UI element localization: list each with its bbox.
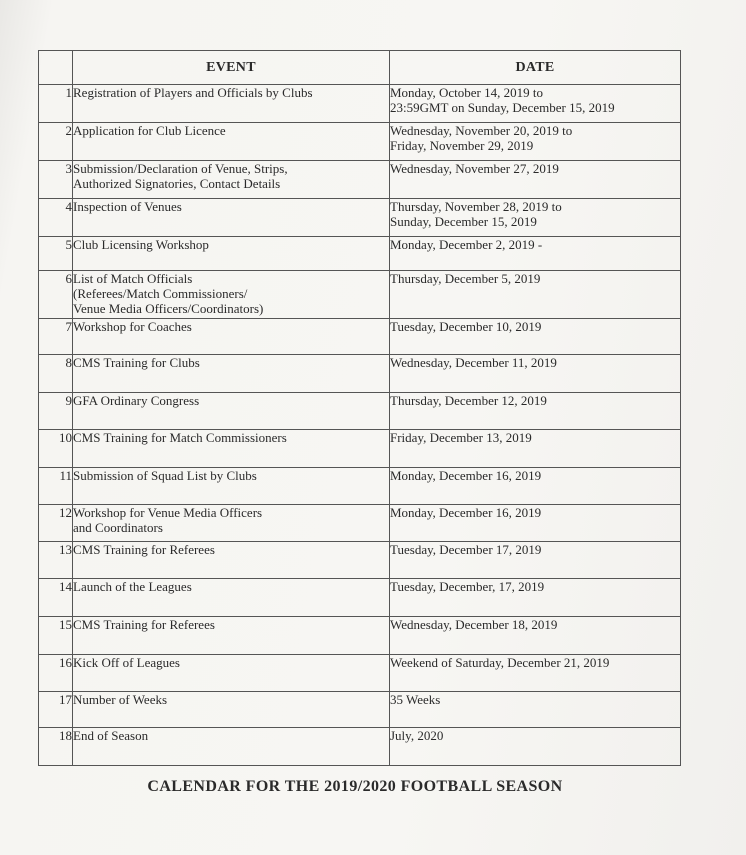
event-cell [73, 468, 390, 505]
table-row [39, 579, 681, 617]
table-row [39, 468, 681, 505]
date-text: Wednesday, December 18, 2019 [390, 617, 558, 632]
event-cell [73, 617, 390, 655]
row-number: 1 [39, 85, 73, 123]
table-row [39, 655, 681, 692]
date-cell [390, 468, 681, 505]
date-cell [390, 617, 681, 655]
table-row [39, 319, 681, 355]
row-number: 8 [39, 355, 73, 393]
event-text: CMS Training for Referees [73, 542, 215, 557]
date-text: Wednesday, November 20, 2019 to [390, 123, 573, 138]
date-column-header: DATE [390, 51, 681, 85]
date-cell [390, 161, 681, 199]
event-text: (Referees/Match Commissioners/ [73, 286, 248, 301]
date-cell [390, 505, 681, 542]
event-text: Submission of Squad List by Clubs [73, 468, 257, 483]
date-cell [390, 199, 681, 237]
date-text: July, 2020 [390, 728, 444, 743]
date-text: Monday, December 16, 2019 [390, 468, 542, 483]
event-text: Kick Off of Leagues [73, 655, 180, 670]
table-row [39, 728, 681, 766]
date-cell [390, 271, 681, 319]
row-number: 15 [39, 617, 73, 655]
row-number: 2 [39, 123, 73, 161]
table-row [39, 430, 681, 468]
table-row [39, 542, 681, 579]
date-cell [390, 237, 681, 271]
date-cell [390, 319, 681, 355]
row-number: 10 [39, 430, 73, 468]
row-number: 12 [39, 505, 73, 542]
event-cell [73, 123, 390, 161]
event-cell [73, 655, 390, 692]
event-cell [73, 355, 390, 393]
date-text: Thursday, November 28, 2019 to [390, 199, 562, 214]
date-text: Monday, October 14, 2019 to [390, 85, 543, 100]
row-number: 11 [39, 468, 73, 505]
event-text: Number of Weeks [73, 692, 168, 707]
table-row [39, 237, 681, 271]
date-text: Friday, December 13, 2019 [390, 430, 532, 445]
date-cell [390, 123, 681, 161]
table-row [39, 199, 681, 237]
date-text: Monday, December 2, 2019 - [390, 237, 543, 252]
date-cell [390, 355, 681, 393]
table-row [39, 123, 681, 161]
event-cell [73, 692, 390, 728]
date-cell [390, 655, 681, 692]
event-text: List of Match Officials [73, 271, 193, 286]
date-cell [390, 728, 681, 766]
event-text: and Coordinators [73, 520, 163, 535]
event-text: Registration of Players and Officials by Clubs [73, 85, 313, 100]
row-number: 6 [39, 271, 73, 319]
date-text: Friday, November 29, 2019 [390, 138, 534, 153]
event-text: CMS Training for Match Commissioners [73, 430, 287, 445]
event-cell [73, 319, 390, 355]
table-header-row [39, 51, 681, 85]
number-column-header [39, 51, 73, 85]
table-row [39, 161, 681, 199]
event-text: Workshop for Coaches [73, 319, 192, 334]
date-text: Wednesday, December 11, 2019 [390, 355, 557, 370]
date-cell [390, 542, 681, 579]
row-number: 7 [39, 319, 73, 355]
date-text: 23:59GMT on Sunday, December 15, 2019 [390, 100, 615, 115]
table-row [39, 617, 681, 655]
row-number: 13 [39, 542, 73, 579]
event-cell [73, 505, 390, 542]
event-text: Venue Media Officers/Coordinators) [73, 301, 264, 316]
event-cell [73, 579, 390, 617]
event-text: Application for Club Licence [73, 123, 226, 138]
row-number: 14 [39, 579, 73, 617]
event-text: Launch of the Leagues [73, 579, 192, 594]
calendar-caption: CALENDAR FOR THE 2019/2020 FOOTBALL SEASON [147, 778, 563, 795]
event-text: Workshop for Venue Media Officers [73, 505, 263, 520]
event-cell [73, 393, 390, 430]
table-row [39, 355, 681, 393]
date-text: Tuesday, December, 17, 2019 [390, 579, 545, 594]
date-text: Sunday, December 15, 2019 [390, 214, 537, 229]
table-row [39, 692, 681, 728]
season-calendar-table [38, 50, 681, 766]
date-text: Thursday, December 12, 2019 [390, 393, 547, 408]
event-text: End of Season [73, 728, 149, 743]
date-text: Weekend of Saturday, December 21, 2019 [390, 655, 610, 670]
table-row [39, 271, 681, 319]
event-text: Submission/Declaration of Venue, Strips, [73, 161, 288, 176]
event-text: CMS Training for Referees [73, 617, 215, 632]
date-text: Tuesday, December 10, 2019 [390, 319, 542, 334]
row-number: 5 [39, 237, 73, 271]
date-cell [390, 430, 681, 468]
row-number: 4 [39, 199, 73, 237]
event-cell [73, 542, 390, 579]
date-text: Thursday, December 5, 2019 [390, 271, 541, 286]
row-number: 16 [39, 655, 73, 692]
row-number: 3 [39, 161, 73, 199]
table-row [39, 505, 681, 542]
event-text: Club Licensing Workshop [73, 237, 209, 252]
date-text: 35 Weeks [390, 692, 441, 707]
date-cell [390, 393, 681, 430]
event-cell [73, 161, 390, 199]
table-body [39, 85, 681, 766]
event-cell [73, 430, 390, 468]
event-cell [73, 728, 390, 766]
row-number: 9 [39, 393, 73, 430]
event-cell [73, 85, 390, 123]
event-column-header: EVENT [73, 51, 390, 85]
event-text: CMS Training for Clubs [73, 355, 200, 370]
event-text: Authorized Signatories, Contact Details [73, 176, 281, 191]
event-cell [73, 199, 390, 237]
event-cell [73, 271, 390, 319]
event-cell [73, 237, 390, 271]
date-cell [390, 85, 681, 123]
event-text: Inspection of Venues [73, 199, 182, 214]
date-cell [390, 692, 681, 728]
table-row [39, 393, 681, 430]
date-cell [390, 579, 681, 617]
date-text: Wednesday, November 27, 2019 [390, 161, 559, 176]
date-text: Monday, December 16, 2019 [390, 505, 542, 520]
event-text: GFA Ordinary Congress [73, 393, 200, 408]
row-number: 17 [39, 692, 73, 728]
row-number: 18 [39, 728, 73, 766]
table-row [39, 85, 681, 123]
date-text: Tuesday, December 17, 2019 [390, 542, 542, 557]
